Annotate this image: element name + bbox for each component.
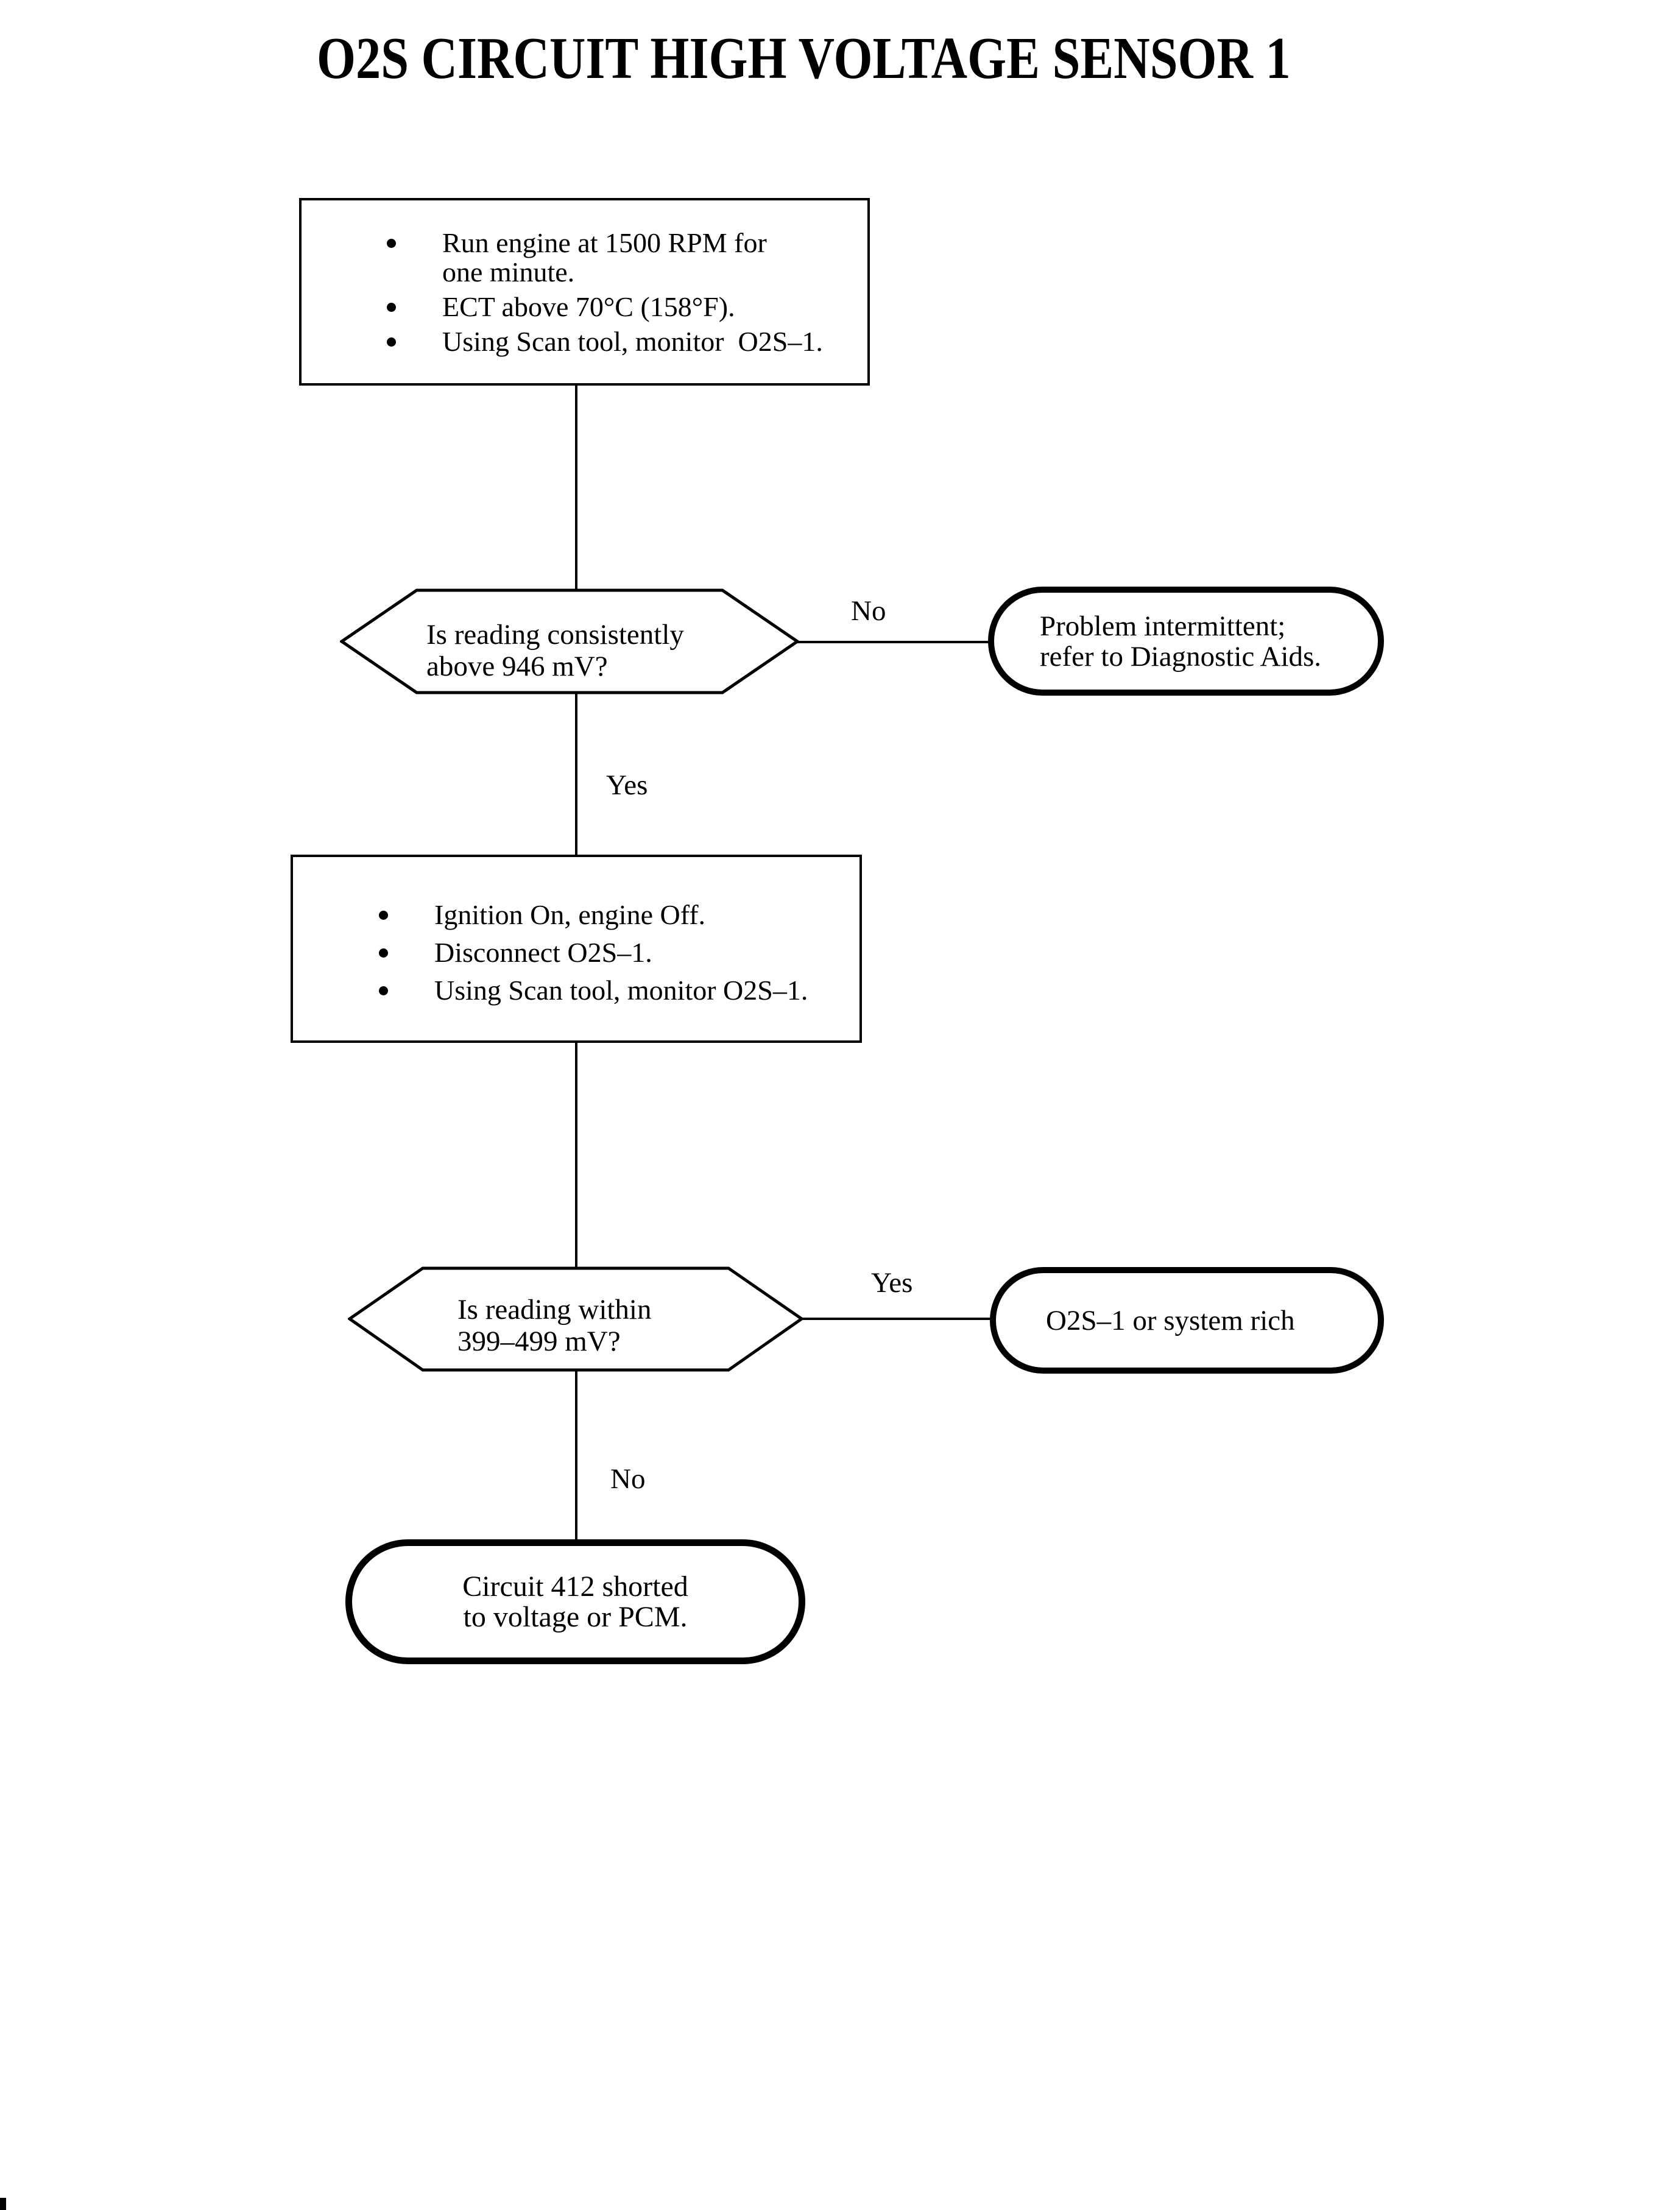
list-item [379, 938, 859, 967]
bullet-icon [379, 948, 388, 958]
terminal-text-line: O2S–1 or system rich [1046, 1304, 1295, 1336]
list-item-text: Using Scan tool, monitor O2S–1. [434, 975, 808, 1006]
list-item [379, 976, 859, 1005]
decision-text-line: Is reading consistently [426, 619, 684, 651]
branch-label-no: No [610, 1463, 646, 1495]
connector-decision1-no-branch [796, 641, 994, 643]
list-item [387, 292, 867, 322]
decision-text-line: Is reading within [457, 1294, 652, 1326]
terminal-text-line: refer to Diagnostic Aids. [1040, 640, 1322, 673]
connector-decision2-no-branch [575, 1368, 577, 1544]
branch-label-yes: Yes [606, 769, 648, 801]
decision-text [426, 619, 684, 682]
process-box-run-engine [299, 198, 870, 386]
list-item-text: Using Scan tool, monitor O2S–1. [442, 326, 823, 357]
process-box-ignition-on [291, 855, 862, 1043]
connector-decision1-yes-branch [575, 691, 577, 857]
decision-text-line: 399–499 mV? [457, 1326, 621, 1357]
decision-text-line: above 946 mV? [426, 651, 608, 682]
list-item [387, 228, 867, 287]
decision-text [457, 1294, 652, 1357]
branch-label-no: No [851, 595, 886, 627]
list-item-text: Run engine at 1500 RPM for [442, 227, 767, 258]
terminal-text-line: Problem intermittent; [1040, 610, 1286, 642]
terminal-text-line: Circuit 412 shorted [462, 1570, 688, 1603]
terminal-problem-intermittent [988, 587, 1384, 696]
scan-artifact-mark [0, 2198, 6, 2210]
bullet-icon [387, 303, 396, 312]
branch-label-yes: Yes [871, 1267, 913, 1299]
list-item-text: one minute. [442, 256, 575, 288]
bullet-icon [379, 986, 388, 995]
list-item-text: ECT above 70°C (158°F). [442, 291, 735, 322]
checklist [293, 857, 859, 1005]
list-item [379, 900, 859, 930]
page-title: O2S CIRCUIT HIGH VOLTAGE SENSOR 1 [317, 26, 1291, 91]
bullet-icon [387, 239, 396, 248]
bullet-icon [379, 911, 388, 920]
terminal-circuit-412-shorted [345, 1539, 805, 1664]
list-item-text: Ignition On, engine Off. [434, 899, 706, 930]
terminal-text-line: to voltage or PCM. [463, 1600, 688, 1633]
list-item-text: Disconnect O2S–1. [434, 937, 652, 968]
list-item [387, 327, 867, 356]
bullet-icon [387, 337, 396, 347]
terminal-system-rich [990, 1267, 1384, 1374]
connector-box2-to-decision2 [575, 1040, 577, 1270]
connector-box1-to-decision1 [575, 386, 577, 592]
connector-decision2-yes-branch [800, 1318, 995, 1320]
checklist [302, 200, 867, 356]
